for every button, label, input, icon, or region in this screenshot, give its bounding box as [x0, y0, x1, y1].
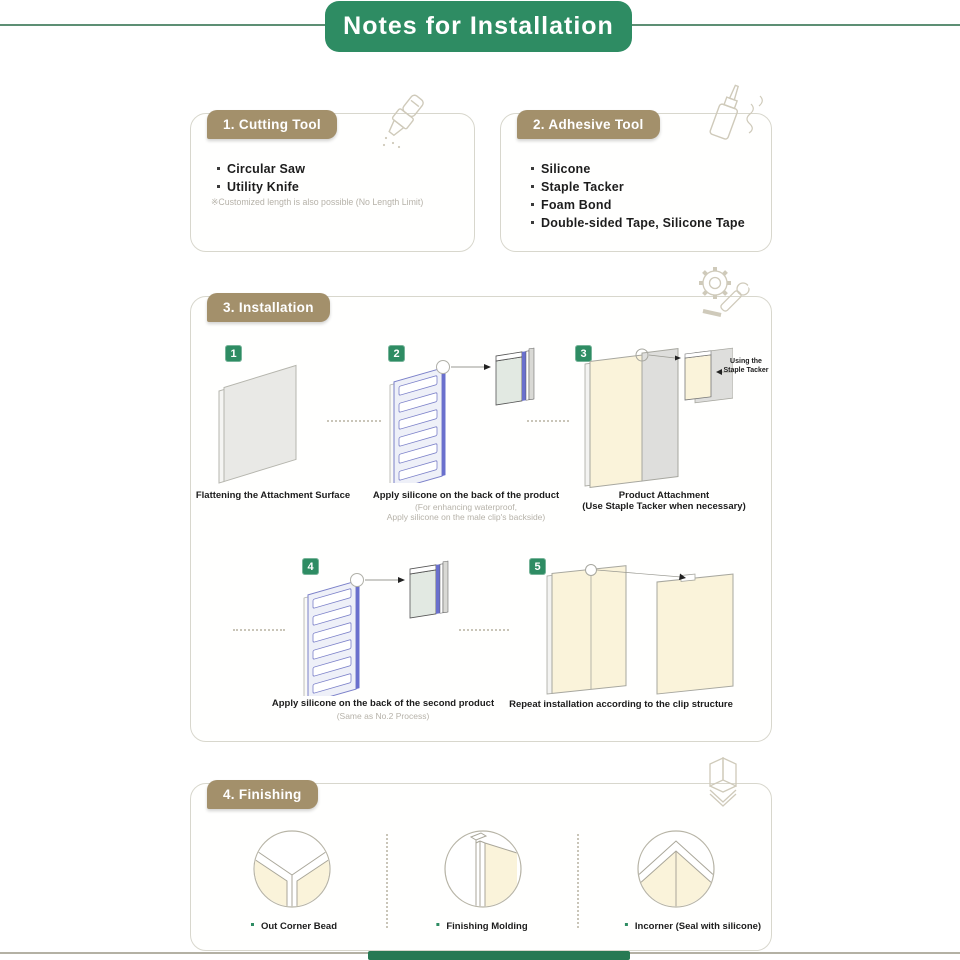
step4-subcaption: (Same as No.2 Process): [336, 711, 430, 721]
list-item-label: Silicone: [541, 162, 591, 176]
finishing-section: [190, 783, 772, 951]
page-title: Notes for Installation: [325, 1, 632, 52]
bullet-dot: [251, 923, 254, 926]
bullet-dot: [217, 185, 220, 188]
bullet-dot: [531, 185, 534, 188]
finishing-caption-2: [436, 921, 527, 932]
bullet-dot: [531, 203, 534, 206]
adhesive-tool-section: [500, 113, 772, 252]
list-item-label: Utility Knife: [227, 180, 300, 194]
adhesive-tool-label: 2. Adhesive Tool: [517, 110, 660, 139]
bullet-dot: [531, 221, 534, 224]
list-item: [531, 214, 745, 232]
adhesive-tool-list: [531, 160, 745, 232]
step-badge-5: 5: [529, 558, 546, 575]
out-corner-bead-illustration: [242, 819, 342, 919]
utility-knife-icon: [374, 92, 438, 154]
step2-subcaption-2: Apply silicone on the male clip's backside): [386, 512, 546, 522]
step5-repeat-illustration: [539, 560, 754, 698]
cutting-tool-list: [217, 160, 305, 196]
list-item-label: Double-sided Tape, Silicone Tape: [541, 216, 745, 230]
list-item: [531, 160, 745, 178]
step4-caption: Apply silicone on the back of the second product: [271, 698, 495, 709]
step1-caption: Flattening the Attachment Surface: [195, 490, 351, 501]
step-badge-2: 2: [388, 345, 405, 362]
finishing-divider: [577, 834, 579, 928]
cutting-note: ※Customized length is also possible (No Length Limit): [211, 197, 424, 207]
step-divider: [459, 629, 509, 631]
step2-silicone-illustration: [384, 347, 549, 483]
step-divider: [327, 420, 381, 422]
step2-subcaption-1: (For enhancing waterproof,: [414, 502, 518, 512]
list-item: [217, 178, 305, 196]
finishing-molding-illustration: [433, 819, 533, 919]
finishing-caption-label: Finishing Molding: [446, 921, 528, 932]
list-item: [531, 196, 745, 214]
cutting-tool-section: [190, 113, 475, 252]
finishing-caption-1: [251, 921, 337, 932]
list-item-label: Circular Saw: [227, 162, 306, 176]
step3-annotation-line1: Using the: [730, 358, 762, 365]
step3-caption-2: (Use Staple Tacker when necessary): [582, 501, 746, 512]
step5-caption: Repeat installation according to the clip structure: [509, 699, 733, 710]
bullet-dot: [436, 923, 439, 926]
bullet-dot: [217, 167, 220, 170]
footer-accent-bar: [368, 951, 630, 960]
list-item: [217, 160, 305, 178]
incorner-illustration: [626, 819, 726, 919]
step1-panel-illustration: [213, 347, 323, 485]
gear-wrench-icon: [689, 261, 755, 325]
finishing-divider: [386, 834, 388, 928]
step3-attachment-illustration: [583, 342, 733, 494]
step-badge-1: 1: [225, 345, 242, 362]
cutting-tool-label: 1. Cutting Tool: [207, 110, 337, 139]
installation-label: 3. Installation: [207, 293, 330, 322]
finishing-caption-label: Incorner (Seal with silicone): [634, 921, 762, 932]
step-divider: [527, 420, 569, 422]
finishing-caption-3: [625, 921, 761, 932]
silicone-tube-icon: [697, 82, 769, 150]
step2-caption: Apply silicone on the back of the product: [372, 490, 560, 501]
bullet-dot: [625, 923, 628, 926]
installation-section: [190, 296, 772, 742]
bullet-dot: [531, 167, 534, 170]
list-item-label: Staple Tacker: [541, 180, 624, 194]
finishing-label: 4. Finishing: [207, 780, 318, 809]
step-badge-4: 4: [302, 558, 319, 575]
finishing-caption-label: Out Corner Bead: [260, 921, 338, 932]
corner-bead-icon: [696, 756, 754, 811]
list-item-label: Foam Bond: [541, 198, 612, 212]
step-badge-3: 3: [575, 345, 592, 362]
step4-silicone-illustration: [298, 560, 463, 696]
step-divider: [233, 629, 285, 631]
list-item: [531, 178, 745, 196]
step3-annotation-line2: Staple Tacker: [723, 367, 769, 374]
step3-caption-1: Product Attachment: [618, 490, 710, 501]
